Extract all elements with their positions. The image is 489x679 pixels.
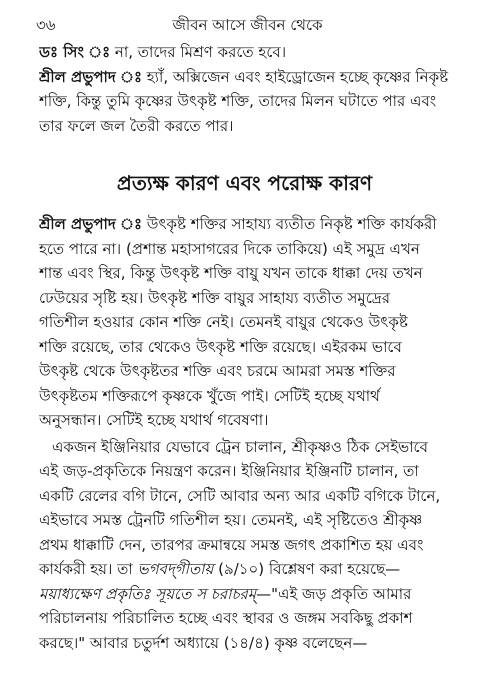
page-number: ৩৬: [36, 16, 56, 34]
text-line: গতিশীল হওয়ার কোন শক্তি নেই। তেমনই বায়ুর থেকেও উৎকৃষ্ট: [39, 313, 408, 331]
sanskrit-verse: ময়াধ্যক্ষেণ প্রকৃতিঃ সূয়তে স চরাচরম্‌: [39, 584, 257, 603]
text-line: শক্তি, কিন্তু তুমি কৃষ্ণের উৎকৃষ্ট শক্তি, তাদের মিলন ঘটাতে পার এবং: [39, 92, 437, 110]
speaker-label: শ্রীল প্রভুপাদ ঃ: [39, 215, 142, 233]
dialogue-text: উৎকৃষ্ট শক্তির সাহায্য ব্যতীত নিকৃষ্ট শক্তি কার্যকরী: [146, 215, 437, 233]
citation-line: [39, 557, 459, 581]
text-line: উৎকৃষ্ট থেকে উৎকৃষ্টতর শক্তি এবং চরমে আমরা সমস্ত শক্তির: [39, 362, 396, 380]
text-line: একটি রেলের বগি টানে, সেটি আবার অন্য আর একটি বগিকে টানে,: [39, 486, 441, 505]
paragraph-first-line: একজন ইঞ্জিনিয়ার যেভাবে ট্রেন চালান, শ্রীকৃষ্ণও ঠিক সেইভাবে: [52, 437, 428, 456]
text-line: ঢেউয়ের সৃষ্টি হয়। উৎকৃষ্ট শক্তি বায়ুর সাহায্য ব্যতীত সমুদ্রের: [39, 288, 390, 307]
text-line: অনুসন্ধান। সেটিই হচ্ছে যথার্থ গবেষণা।: [39, 411, 269, 429]
text-line: তার ফলে জল তৈরী করতে পার।: [39, 116, 234, 135]
dialogue-line: [39, 40, 459, 64]
text-segment: (৯/১০) বিশ্লেষণ করা হয়েছে—: [218, 560, 401, 578]
text-line: করছে।" আবার চতুর্দশ অধ্যায়ে (১৪/৪) কৃষ্ণ বলেছেন—: [39, 633, 368, 652]
running-title: জীবন আসে জীবন থেকে: [172, 16, 323, 34]
text-line: পরিচালনায় পরিচালিত হচ্ছে এবং স্থাবর ও জঙ্গম সবকিছু প্রকাশ: [39, 609, 413, 627]
dialogue-text: না, তাদের মিশ্রণ করতে হবে।: [114, 43, 287, 61]
section-heading: প্রত্যক্ষ কারণ এবং পরোক্ষ কারণ: [116, 171, 373, 195]
text-line: শান্ত এবং স্থির, কিন্তু উৎকৃষ্ট শক্তি বায়ু যখন তাকে ধাক্কা দেয় তখন: [39, 264, 423, 282]
text-line: উৎকৃষ্টতম শক্তিরূপে কৃষ্ণকে খুঁজে পাই। সেটিই হচ্ছে যথার্থ: [39, 386, 380, 405]
speaker-label: শ্রীল প্রভুপাদ ঃ: [39, 67, 142, 86]
text-line: এই জড়-প্রকৃতিকে নিয়ন্ত্রণ করেন। ইঞ্জিনিয়ার ইঞ্জিনটি চালান, তা: [39, 462, 419, 480]
text-line: এইভাবে সমস্ত ট্রেনটি গতিশীল হয়। তেমনই, এই সৃষ্টিতেও শ্রীকৃষ্ণ: [39, 511, 423, 529]
scripture-title: ভগবদ্‌গীতায়: [137, 560, 214, 578]
dialogue-line: [39, 65, 459, 89]
dialogue-text: হ্যাঁ, অক্সিজেন এবং হাইড্রোজেন হচ্ছে কৃষ্ণের নিকৃষ্ট: [146, 67, 449, 86]
running-header: [36, 14, 459, 36]
text-line: প্রথম ধাক্কাটি দেন, তারপর ক্রমান্বয়ে সমস্ত জগৎ প্রকাশিত হয় এবং: [39, 535, 424, 554]
text-line: হতে পারে না। (প্রশান্ত মহাসাগরের দিকে তাকিয়ে) এই সমুদ্র এখন: [39, 239, 420, 258]
text-line: শক্তি রয়েছে, তার থেকেও উৎকৃষ্ট শক্তি রয়েছে। এইরকম ভাবে: [39, 337, 402, 356]
text-segment: কার্যকরী হয়। তা: [39, 560, 133, 578]
sanskrit-line: [39, 582, 459, 606]
dialogue-line: [39, 212, 459, 236]
speaker-label: ডঃ সিং ঃ: [39, 43, 111, 61]
text-segment: —"এই জড় প্রকৃতি আমার: [256, 584, 412, 603]
